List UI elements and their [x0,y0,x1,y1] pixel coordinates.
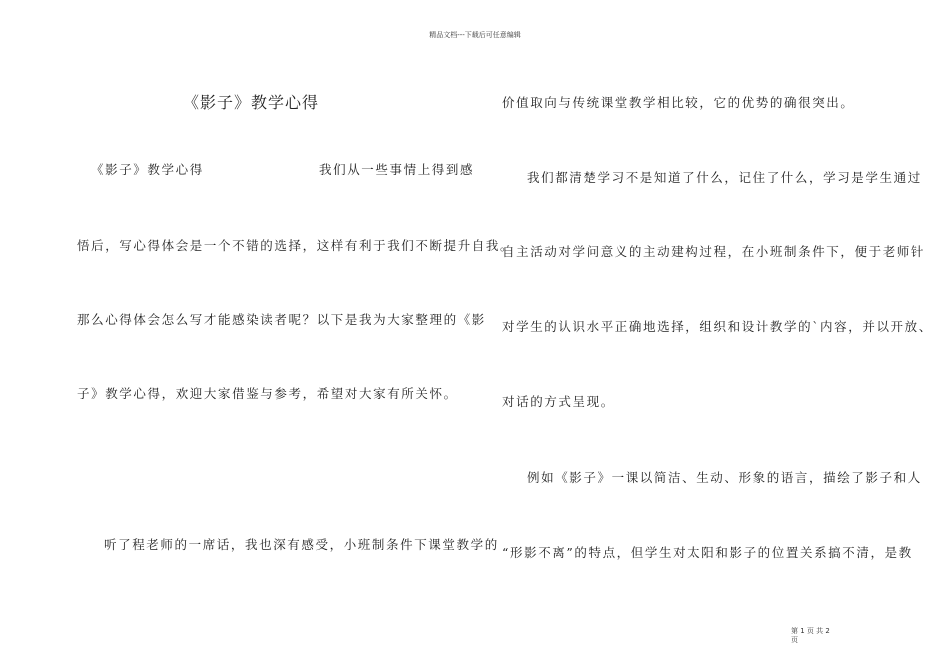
left-line-4: 子》教学心得，欢迎大家借鉴与参考，希望对大家有所关怀。 [77,386,458,401]
left-line-1b: 我们从一些事情上得到感 [319,162,475,177]
right-line-6: 例如《影子》一课以简洁、生动、形象的语言，描绘了影子和人 [527,470,922,485]
left-line-2: 悟后，写心得体会是一个不错的选择，这样有利于我们不断提升自我。 [77,238,515,253]
left-line-3: 那么心得体会怎么写才能感染读者呢？以下是我为大家整理的《影 [77,312,486,327]
document-title: 《影子》教学心得 [183,93,320,112]
header-note: 精品文档---下载后可任意编辑 [429,31,521,39]
left-line-5: 听了程老师的一席话，我也深有感受，小班制条件下课堂教学的 [104,537,499,552]
right-line-5: 对话的方式呈现。 [502,394,615,409]
left-line-1a: 《影子》教学心得 [91,162,204,177]
right-line-4: 对学生的认识水平正确地选择，组织和设计教学的`内容，并以开放、 [502,319,933,334]
page-number: 第 1 页 共 2 页 [791,627,830,644]
right-line-2: 我们都清楚学习不是知道了什么，记住了什么，学习是学生通过 [527,170,922,185]
right-line-7: “形影不离”的特点，但学生对太阳和影子的位置关系搞不清，是教 [502,545,913,560]
right-line-3: 自主活动对学问意义的主动建构过程，在小班制条件下，便于老师针 [502,244,926,259]
right-line-1: 价值取向与传统课堂教学相比较，它的优势的确很突出。 [502,95,855,110]
